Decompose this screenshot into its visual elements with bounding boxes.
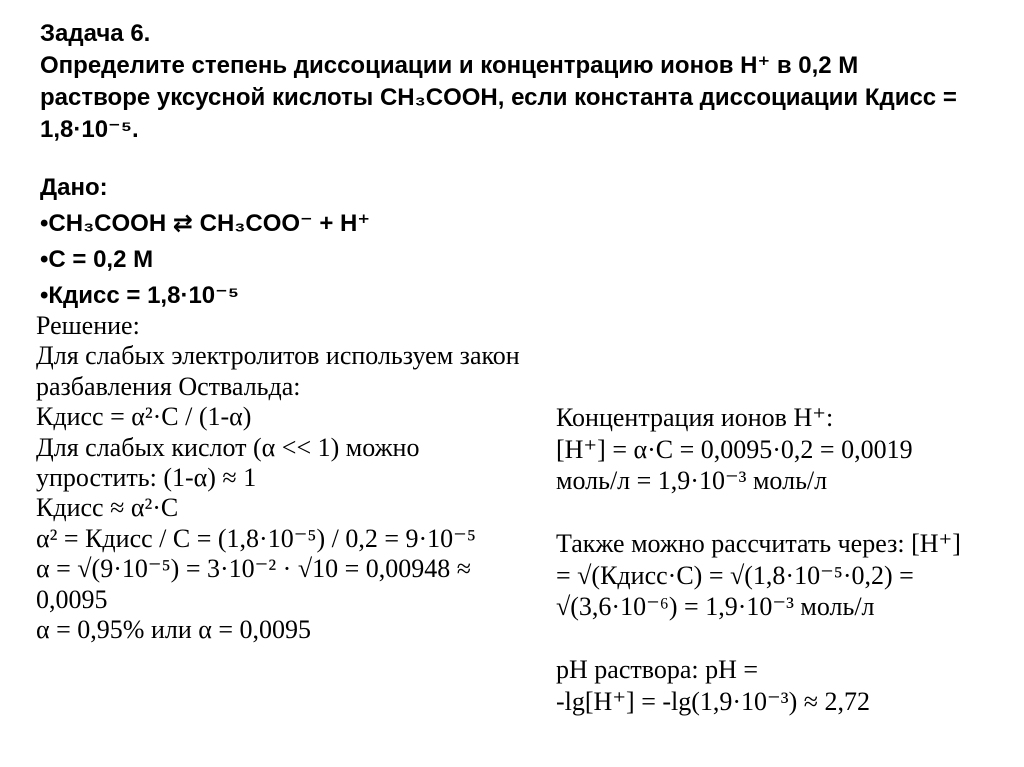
given-heading: Дано: <box>40 174 108 201</box>
task-line: 1,8·10⁻⁵. <box>40 116 139 143</box>
ph-line: -lg[H⁺] = -lg(1,9·10⁻³) ≈ 2,72 <box>556 686 871 716</box>
spacer-line <box>556 497 1006 529</box>
task-line: Определите степень диссоциации и концентрацию ионов H⁺ в 0,2 М <box>40 52 859 79</box>
task-statement <box>40 18 1000 146</box>
solution-line: 0,0095 <box>36 584 108 614</box>
solution-line: α = √(9·10⁻⁵) = 3·10⁻² · √10 = 0,00948 ≈ <box>36 554 472 584</box>
solution-line: упростить: (1-α) ≈ 1 <box>36 463 257 493</box>
solution-line: Кдисс = α²·C / (1-α) <box>36 402 252 432</box>
solution-line: α² = Кдисс / C = (1,8·10⁻⁵) / 0,2 = 9·10⁻⁵ <box>36 523 476 553</box>
task-title: Задача 6. <box>40 20 151 47</box>
concentration-section <box>556 402 1006 717</box>
concentration-line: [H⁺] = α·C = 0,0095·0,2 = 0,0019 <box>556 434 913 464</box>
solution-line: Для слабых электролитов используем закон <box>36 341 520 371</box>
solution-line: α = 0,95% или α = 0,0095 <box>36 615 312 645</box>
alternative-line: √(3,6·10⁻⁶) = 1,9·10⁻³ моль/л <box>556 592 875 621</box>
given-item-equation: •CH₃COOH ⇄ CH₃COO⁻ + H⁺ <box>40 210 371 237</box>
alternative-line: = √(Кдисс·C) = √(1,8·10⁻⁵·0,2) = <box>556 560 914 590</box>
solution-line: Для слабых кислот (α << 1) можно <box>36 432 420 462</box>
solution-line: Решение: <box>36 311 140 340</box>
concentration-line: Концентрация ионов H⁺: <box>556 403 834 432</box>
solution-line: Кдисс ≈ α²·C <box>36 493 179 523</box>
concentration-line: моль/л = 1,9·10⁻³ моль/л <box>556 466 828 495</box>
solution-line: разбавления Оствальда: <box>36 371 301 401</box>
ph-line: pH раствора: pH = <box>556 655 759 684</box>
spacer-line <box>556 623 1006 655</box>
given-item-constant: •Кдисс = 1,8·10⁻⁵ <box>40 282 240 309</box>
given-item-concentration: •C = 0,2 M <box>40 246 154 273</box>
solution-section <box>36 311 536 645</box>
alternative-line: Также можно рассчитать через: [H⁺] <box>556 529 961 558</box>
given-section <box>40 170 640 314</box>
task-line: растворе уксусной кислоты CH₃COOH, если константа диссоциации Кдисс = <box>40 84 957 111</box>
